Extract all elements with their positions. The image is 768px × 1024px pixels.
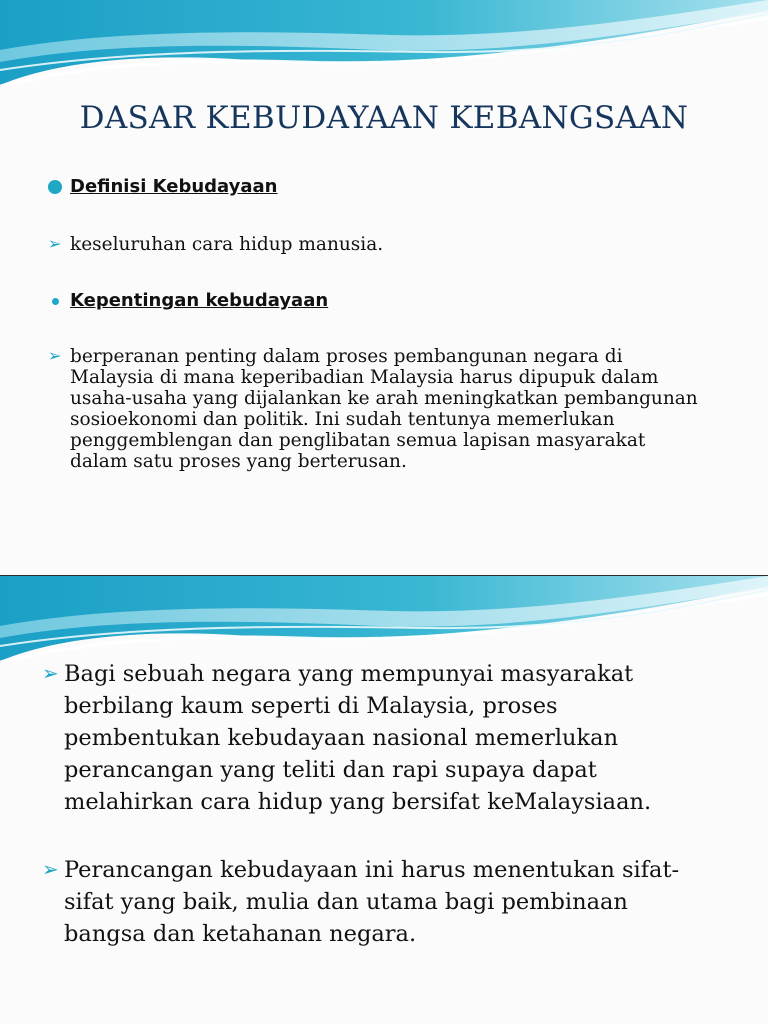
point-kepentingan [48,346,708,472]
circle-bullet-icon [52,298,59,305]
point-text: Bagi sebuah negara yang mempunyai masyarakat berbilang kaum seperti di Malaysia, proses pembentukan kebudayaan nasional memerlukan perancangan yang teliti dan rapi supaya dapat melahirkan cara hidup yang bersifat keMalaysiaan. [64,661,652,815]
heading-text: Kepentingan kebudayaan [70,290,329,311]
arrow-bullet-icon: ➢ [48,234,62,253]
slide-2 [0,576,768,1024]
circle-bullet-icon [48,180,62,194]
heading-kepentingan [48,290,728,311]
heading-text: Definisi Kebudayaan [70,176,278,197]
heading-definisi [48,176,728,197]
arrow-bullet-icon: ➢ [42,661,59,685]
point-bagi-sebuah-negara [42,658,716,818]
point-text: keseluruhan cara hidup manusia. [70,234,384,255]
slide-title: DASAR KEBUDAYAAN KEBANGSAAN [79,100,689,136]
point-text: Perancangan kebudayaan ini harus menentukan sifat-sifat yang baik, mulia dan utama bagi pembinaan bangsa dan ketahanan negara. [64,857,680,947]
arrow-bullet-icon: ➢ [48,346,62,365]
point-perancangan [42,854,716,950]
arrow-bullet-icon: ➢ [42,857,59,881]
wave-header-decoration [0,0,768,110]
point-definisi [48,234,728,255]
point-text: berperanan penting dalam proses pembangunan negara di Malaysia di mana keperibadian Malaysia harus dipupuk dalam usaha-usaha yang dijalankan ke arah meningkatkan pembangunan sosioekonomi dan politik. Ini sudah tentunya memerlukan penggemblengan dan penglibatan semua lapisan masyarakat dalam satu proses yang berterusan. [70,346,698,472]
